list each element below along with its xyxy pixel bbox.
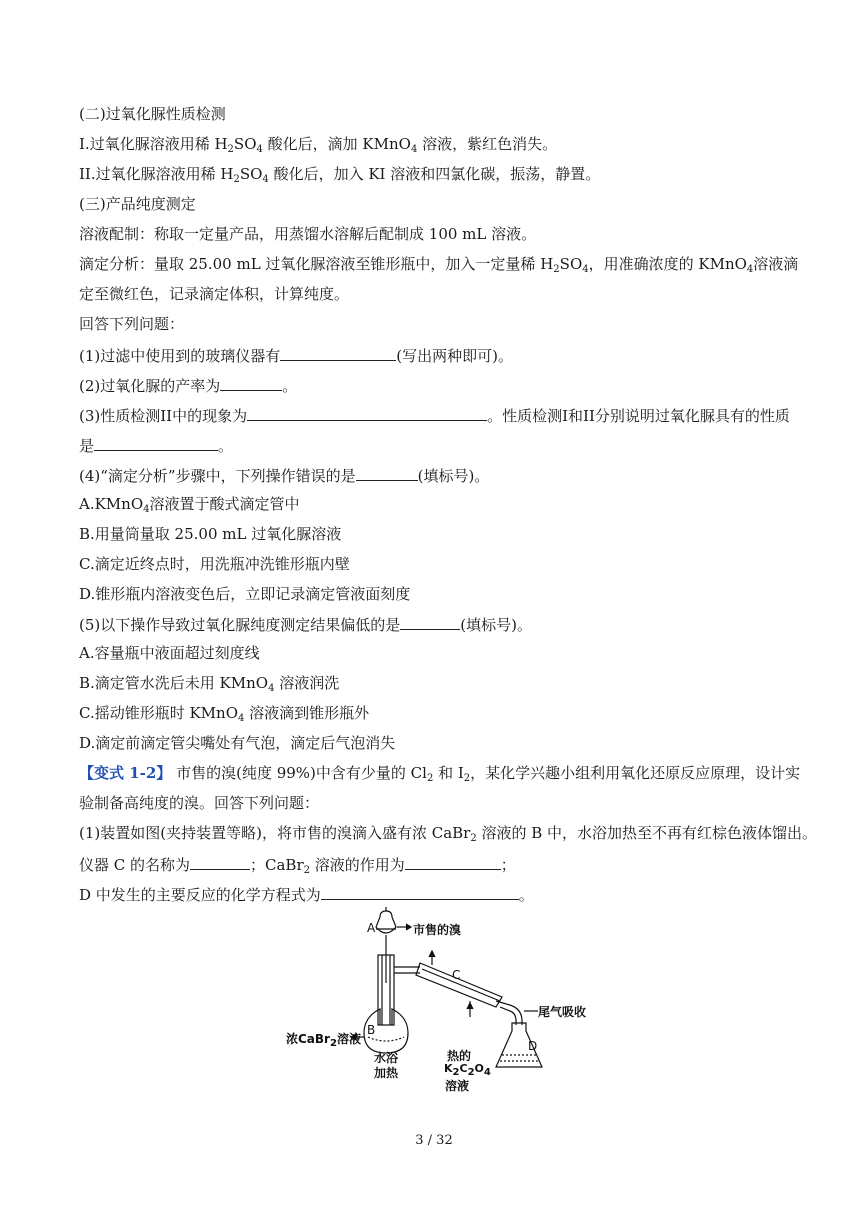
test-item-2: II.过氧化脲溶液用稀 $H_2SO_4$ 酸化后，加入 KI 溶液和四氯化碳，振荡，静置。 xyxy=(79,165,601,185)
label-hot: 热的 xyxy=(447,1049,472,1063)
label-c: C xyxy=(452,968,461,982)
label-heating: 加热 xyxy=(374,1066,399,1080)
option-c: C.滴定近终点时，用洗瓶冲洗锥形瓶内壁 xyxy=(79,555,350,573)
question-1: (1)过滤中使用到的玻璃仪器有 (写出两种即可)。 xyxy=(79,344,513,366)
option-a: A.KMnO$_4$溶液置于酸式滴定管中 xyxy=(79,495,300,515)
label-k2c2o4: $K_2C_2O_4$ xyxy=(444,1062,491,1078)
answer-blank[interactable] xyxy=(190,853,250,870)
variant-tag: 【变式 1-2】 xyxy=(79,764,172,782)
label-cabr2-solution: 浓CaBr$_2$溶液 xyxy=(286,1032,361,1049)
option-d: D.锥形瓶内溶液变色后，立即记录滴定管液面刻度 xyxy=(79,585,411,603)
answer-blank[interactable] xyxy=(247,404,487,421)
answer-blank[interactable] xyxy=(220,374,282,391)
test-item-1: I.过氧化脲溶液用稀 $H_2SO_4$ 酸化后，滴加 KMnO$_4$ 溶液，紫红色消失。 xyxy=(79,135,558,155)
variant-question: 【变式 1-2】 市售的溴(纯度 99%)中含有少量的 $Cl_2$ 和 $I_2$，某化学兴趣小组利用氧化还原反应原理，设计实 xyxy=(79,764,801,784)
question-3: (3)性质检测II中的现象为 。性质检测I和II分别说明过氧化脲具有的性质 xyxy=(79,404,790,426)
variant-question-1: (1)装置如图(夹持装置等略)，将市售的溴滴入盛有浓 CaBr$_2$ 溶液的 B 中，水浴加热至不再有红棕色液体馏出。 xyxy=(79,824,818,844)
option-a: A.容量瓶中液面超过刻度线 xyxy=(79,644,260,662)
page-number: 3 / 32 xyxy=(415,1133,453,1148)
option-d: D.滴定前滴定管尖嘴处有气泡，滴定后气泡消失 xyxy=(79,734,396,752)
question-3-continued: 是 。 xyxy=(79,434,233,456)
answer-blank[interactable] xyxy=(280,344,396,361)
answer-blank[interactable] xyxy=(356,464,418,481)
label-commercial-bromine: 市售的溴 xyxy=(413,923,462,937)
label-b: B xyxy=(367,1023,376,1037)
label-tail-gas: 尾气吸收 xyxy=(538,1005,587,1019)
paragraph: 溶液配制：称取一定量产品，用蒸馏水溶解后配制成 100 mL 溶液。 xyxy=(79,225,537,243)
question-4: (4)“滴定分析”步骤中，下列操作错误的是 (填标号)。 xyxy=(79,464,489,486)
label-d: D xyxy=(528,1039,538,1053)
variant-question-1-continued: 仪器 C 的名称为 ；CaBr$_2$ 溶液的作用为 ； xyxy=(79,853,516,875)
answer-blank[interactable] xyxy=(400,613,460,630)
answer-blank[interactable] xyxy=(94,434,218,451)
label-a: A xyxy=(367,921,376,935)
option-c: C.摇动锥形瓶时 KMnO$_4$ 溶液滴到锥形瓶外 xyxy=(79,704,370,724)
section-title: (三)产品纯度测定 xyxy=(79,195,196,213)
paragraph: 定至微红色，记录滴定体积，计算纯度。 xyxy=(79,285,350,303)
paragraph: 滴定分析：量取 25.00 mL 过氧化脲溶液至锥形瓶中，加入一定量稀 $H_2SO_4$，用准确浓度的 KMnO$_4$溶液滴 xyxy=(79,255,799,275)
answer-blank[interactable] xyxy=(405,853,501,870)
paragraph: 回答下列问题： xyxy=(79,315,185,333)
label-water-bath: 水浴 xyxy=(374,1051,399,1065)
question-2: (2)过氧化脲的产率为 。 xyxy=(79,374,297,396)
variant-question-1-equation: D 中发生的主要反应的化学方程式为 。 xyxy=(79,883,534,905)
option-b: B.用量筒量取 25.00 mL 过氧化脲溶液 xyxy=(79,525,342,543)
option-b: B.滴定管水洗后未用 KMnO$_4$ 溶液润洗 xyxy=(79,674,340,694)
label-solution: 溶液 xyxy=(445,1079,470,1093)
dropping-funnel xyxy=(376,911,396,933)
section-title: (二)过氧化脲性质检测 xyxy=(79,105,226,123)
question-5: (5)以下操作导致过氧化脲纯度测定结果偏低的是 (填标号)。 xyxy=(79,613,532,635)
answer-blank[interactable] xyxy=(321,883,519,900)
paragraph: 验制备高纯度的溴。回答下列问题： xyxy=(79,794,320,812)
